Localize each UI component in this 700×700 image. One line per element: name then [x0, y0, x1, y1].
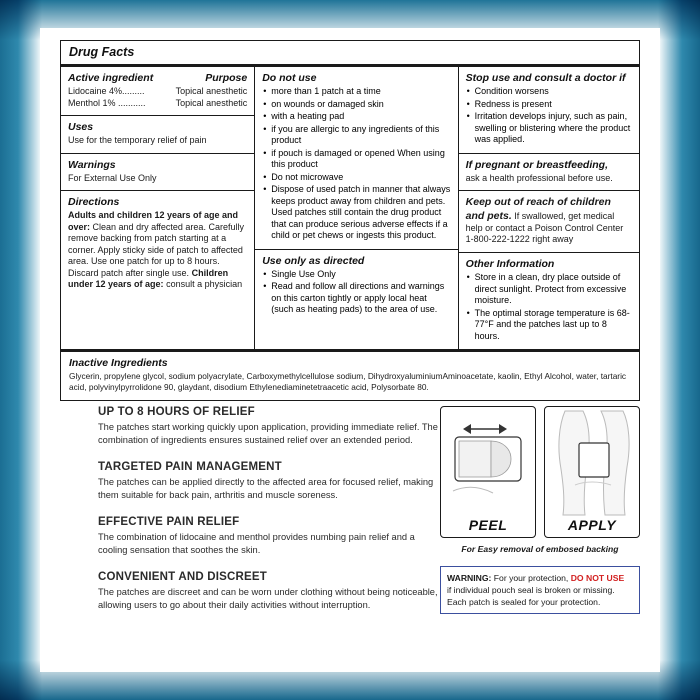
keep-out-of-reach-section	[459, 191, 639, 253]
list-item: • Do not microwave	[271, 172, 450, 184]
warnings-heading: Warnings	[68, 158, 116, 171]
ingredient-purpose: Topical anesthetic	[175, 97, 248, 108]
directions-audience: Adults and children 12 years of age and over:	[68, 210, 239, 232]
warnings-section	[61, 154, 254, 192]
stop-use-heading: Stop use and consult a doctor if	[465, 72, 626, 84]
list-item: • if you are allergic to any ingredients of this product	[271, 124, 450, 147]
directions-body	[68, 210, 247, 291]
label-paper	[40, 28, 660, 672]
ingredient-purpose: Topical anesthetic	[175, 86, 248, 96]
pregnancy-text: ask a health professional before use.	[465, 172, 613, 183]
inactive-ingredients-section	[61, 349, 639, 400]
pregnancy-heading: If pregnant or breastfeeding,	[465, 158, 609, 171]
drug-facts-column-1	[61, 67, 255, 349]
directions-children-instructions: consult a physician	[166, 279, 243, 290]
ingredient-row	[68, 86, 247, 98]
uses-heading: Uses	[68, 121, 94, 134]
drug-facts-panel	[60, 40, 640, 401]
feature-heading: TARGETED PAIN MANAGEMENT	[98, 460, 282, 473]
keep-out-of-reach-heading: Keep out of reach of children and pets.	[465, 196, 611, 222]
list-item: • on wounds or damaged skin	[271, 99, 450, 111]
keep-out-of-reach-body	[466, 196, 632, 246]
ingredient-name: Menthol 1% ...........	[68, 97, 146, 108]
list-item: • with a heating pad	[271, 111, 450, 123]
active-ingredient-label: Active ingredient	[68, 72, 154, 84]
feature-heading: UP TO 8 HOURS OF RELIEF	[98, 406, 255, 418]
directions-section	[61, 191, 254, 297]
apply-illustration	[544, 406, 640, 538]
list-item: • Dispose of used patch in manner that always keeps product away from children and pets. Used patches still contain the drug product that can produce serious adverse effects if a child or pet chews or ingests this product.	[271, 184, 450, 242]
use-only-as-directed-section	[255, 250, 457, 323]
list-item: • Single Use Only	[271, 269, 450, 281]
list-item: • Store in a clean, dry place outside of direct sunlight. Protect from excessive moisture.	[475, 272, 632, 307]
use-only-as-directed-heading: Use only as directed	[262, 254, 365, 267]
drug-facts-column-2	[255, 67, 458, 349]
keep-out-of-reach-text: If swallowed, get medical help or contact a Poison Control Center 1-800-222-1222 right away	[465, 210, 624, 245]
ingredient-name: Lidocaine 4%.........	[68, 86, 145, 96]
active-ingredient-list	[68, 86, 247, 109]
apply-caption: APPLY	[567, 517, 617, 533]
feature-heading: EFFECTIVE PAIN RELIEF	[98, 515, 240, 528]
drug-facts-columns	[61, 67, 639, 349]
peel-apply-illustration	[440, 406, 640, 614]
do-not-use-heading: Do not use	[262, 72, 317, 84]
active-ingredient-section	[61, 67, 254, 116]
warning-box	[440, 566, 640, 614]
feature-body: The combination of lidocaine and menthol provides numbing pain relief and a cooling sensation that soothes the skin.	[98, 531, 415, 556]
inactive-ingredients-text: Glycerin, propylene glycol, sodium polyacrylate, Carboxymethylcellulose sodium, DihydroxyaluminiumAminoacetate, kaolin, Ethyl Alcohol, water, tartaric acid, polyvinylpyrrolidone 90, glaydant, disodium Ethylenediaminetetraacetic acid, Polysorbate 80.	[69, 371, 627, 392]
directions-instructions: Clean and dry affected area. Carefully remove backing from patch starting at a corner. Apply sticky side of patch to affected area. Use one patch for up to 8 hours. Discard patch after single use.	[68, 221, 244, 278]
warning-line-2: if individual pouch seal is broken or missing.	[447, 585, 615, 596]
feature-heading: CONVENIENT AND DISCREET	[98, 570, 268, 583]
list-item: • more than 1 patch at a time	[271, 86, 450, 98]
purpose-label: Purpose	[205, 72, 248, 84]
warnings-text: For External Use Only	[68, 172, 157, 183]
list-item: • The optimal storage temperature is 68-77°F and the patches last up to 8 hours.	[475, 308, 632, 343]
directions-heading: Directions	[68, 196, 120, 209]
feature-body: The patches start working quickly upon application, providing immediate relief. The combination of ingredients ensures sustained relief over an extended period.	[98, 422, 438, 446]
feature-body: The patches are discreet and can be worn under clothing without being noticeable, allowing users to go about their daily activities without interruption.	[98, 586, 438, 611]
warning-do-not-use: DO NOT USE	[570, 573, 625, 583]
stop-use-list	[466, 86, 632, 146]
other-information-heading: Other Information	[465, 258, 555, 270]
illustration-boxes	[440, 406, 640, 538]
stop-use-section	[459, 67, 639, 154]
list-item: • if pouch is damaged or opened When using this product	[271, 148, 450, 171]
peel-diagram-icon	[441, 407, 536, 519]
warning-lead: For your protection,	[491, 573, 571, 583]
ingredient-row	[68, 98, 247, 110]
list-item: • Condition worsens	[475, 86, 632, 98]
directions-children-audience: Children under 12 years of age:	[68, 267, 229, 290]
pregnancy-section	[459, 154, 639, 192]
peel-illustration	[440, 406, 536, 538]
drug-facts-column-3	[459, 67, 639, 349]
do-not-use-list	[262, 86, 450, 242]
easy-removal-note: For Easy removal of embosed backing	[461, 544, 619, 554]
features-list	[98, 406, 443, 613]
other-information-list	[466, 272, 632, 342]
warning-prefix: WARNING:	[447, 573, 492, 583]
list-item: • Redness is present	[475, 99, 632, 111]
other-information-section	[459, 253, 639, 349]
do-not-use-section	[255, 67, 457, 250]
feature-body: The patches can be applied directly to the affected area for focused relief, making them suitable for back pain, arthritis and muscle soreness.	[98, 476, 434, 501]
uses-text: Use for the temporary relief of pain	[68, 135, 207, 146]
list-item: • Read and follow all directions and warnings on this carton tightly or apply local heat (such as heating pads) to the area of use.	[271, 281, 450, 316]
drug-facts-title: Drug Facts	[61, 41, 639, 67]
list-item: • Irritation develops injury, such as pain, swelling or blistering where the product was applied.	[475, 111, 632, 146]
use-only-as-directed-list	[262, 269, 450, 316]
uses-section	[61, 116, 254, 154]
warning-line-3: Each patch is sealed for your protection.	[447, 597, 601, 608]
apply-diagram-icon	[545, 407, 640, 519]
peel-caption: PEEL	[468, 517, 508, 533]
inactive-ingredients-heading: Inactive Ingredients	[69, 357, 168, 370]
active-ingredient-heading	[68, 72, 247, 84]
